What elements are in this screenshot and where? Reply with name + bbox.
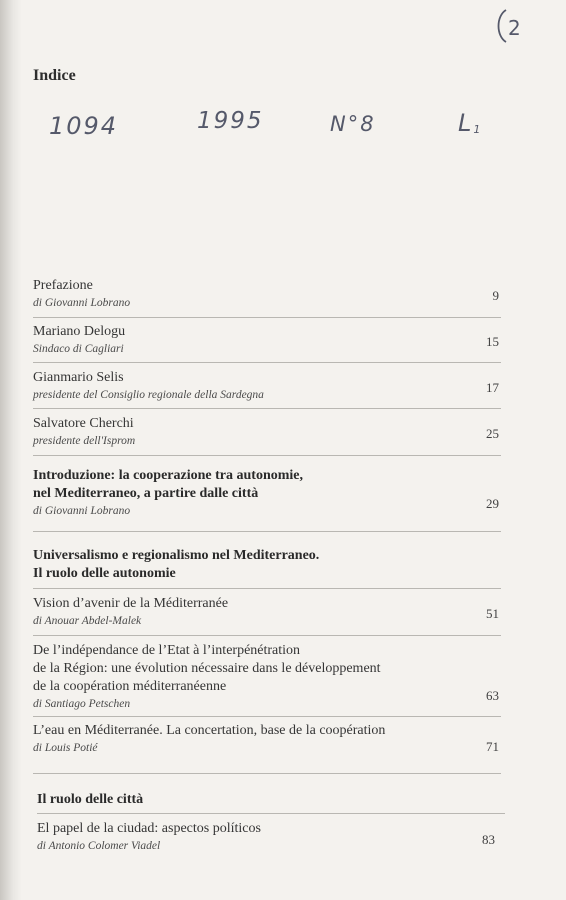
entry-author: Sindaco di Cagliari bbox=[33, 343, 124, 355]
section-line: Il ruolo delle autonomie bbox=[33, 566, 176, 581]
divider bbox=[33, 588, 501, 589]
entry-page: 63 bbox=[486, 688, 499, 703]
section-heading-citta bbox=[37, 791, 517, 809]
entry-author: presidente dell'Isprom bbox=[33, 435, 136, 447]
entry-page: 25 bbox=[486, 426, 499, 441]
entry-author: di Giovanni Lobrano bbox=[33, 505, 131, 517]
section-line: Il ruolo delle città bbox=[37, 792, 144, 807]
entry-author: di Giovanni Lobrano bbox=[33, 297, 131, 309]
handwritten-letter-sub: 1 bbox=[473, 123, 483, 136]
toc-entry-vision bbox=[33, 595, 513, 629]
toc-entry-prefazione bbox=[33, 277, 513, 311]
handwritten-year: 1995 bbox=[197, 108, 264, 134]
toc-entry-selis bbox=[33, 369, 513, 403]
entry-page: 51 bbox=[486, 606, 499, 621]
section-heading-universalismo bbox=[33, 547, 513, 583]
divider bbox=[37, 813, 505, 814]
toc-entry-cherchi bbox=[33, 415, 513, 449]
entry-author: di Antonio Colomer Viadel bbox=[37, 840, 161, 852]
entry-title: El papel de la ciudad: aspectos políticos bbox=[37, 821, 261, 836]
handwritten-circle-number: 2 bbox=[508, 16, 521, 40]
toc-entry-independance bbox=[33, 642, 513, 712]
entry-title-line: nel Mediterraneo, a partire dalle città bbox=[33, 486, 259, 501]
entry-title: Prefazione bbox=[33, 278, 93, 293]
handwritten-letter bbox=[458, 109, 482, 137]
entry-title-line: de la Région: une évolution nécessaire dans le développement bbox=[33, 661, 381, 676]
divider bbox=[33, 716, 501, 717]
handwritten-issue-number: N°8 bbox=[330, 112, 376, 136]
divider bbox=[33, 635, 501, 636]
entry-page: 71 bbox=[486, 739, 499, 754]
entry-author: di Santiago Petschen bbox=[33, 698, 131, 710]
toc-entry-introduzione bbox=[33, 467, 513, 519]
handwritten-letter-main: L bbox=[458, 109, 474, 137]
handwritten-number-1: 1094 bbox=[49, 112, 119, 140]
entry-title-line: Introduzione: la cooperazione tra autonomie, bbox=[33, 468, 303, 483]
divider bbox=[33, 455, 501, 456]
divider bbox=[33, 408, 501, 409]
entry-page: 15 bbox=[486, 334, 499, 349]
divider bbox=[33, 531, 501, 532]
entry-page: 9 bbox=[492, 288, 499, 303]
entry-title: Gianmario Selis bbox=[33, 370, 124, 385]
divider bbox=[33, 362, 501, 363]
entry-title-line: de la coopération méditerranéenne bbox=[33, 679, 227, 694]
page-binding-shadow bbox=[0, 0, 22, 900]
entry-title: Vision d’avenir de la Méditerranée bbox=[33, 596, 229, 611]
entry-title-line: De l’indépendance de l’Etat à l’interpénétration bbox=[33, 643, 301, 658]
section-line: Universalismo e regionalismo nel Mediterraneo. bbox=[33, 548, 320, 563]
entry-author: di Anouar Abdel-Malek bbox=[33, 615, 142, 627]
entry-title: L’eau en Méditerranée. La concertation, base de la coopération bbox=[33, 723, 386, 738]
entry-author: presidente del Consiglio regionale della Sardegna bbox=[33, 389, 264, 401]
entry-title: Salvatore Cherchi bbox=[33, 416, 134, 431]
divider bbox=[33, 317, 501, 318]
entry-page: 17 bbox=[486, 380, 499, 395]
entry-author: di Louis Potié bbox=[33, 742, 98, 754]
page-title: Indice bbox=[33, 67, 76, 84]
divider bbox=[33, 773, 501, 774]
toc-entry-delogu bbox=[33, 323, 513, 357]
entry-page: 83 bbox=[482, 832, 495, 847]
entry-page: 29 bbox=[486, 496, 499, 511]
entry-title: Mariano Delogu bbox=[33, 324, 126, 339]
toc-entry-ciudad bbox=[37, 820, 517, 854]
toc-entry-eau bbox=[33, 722, 513, 756]
